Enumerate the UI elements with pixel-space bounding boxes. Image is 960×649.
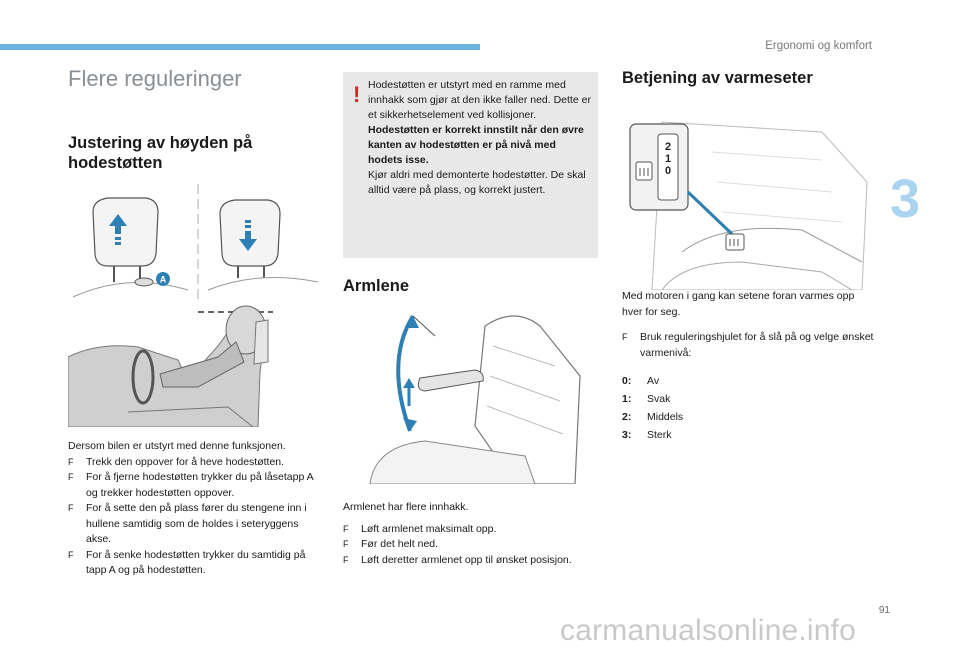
heated-seats-heading: Betjening av varmeseter xyxy=(622,69,813,87)
top-accent-bar xyxy=(0,44,480,50)
heat-level-1: 1: Svak xyxy=(622,393,671,405)
list-item: F For å sette den på plass fører du stengene inn i hullene samtidig som de holdes i seteryggens akse. xyxy=(68,502,307,545)
list-item: F Bruk reguleringshjulet for å slå på og velge ønsket varmenivå: xyxy=(622,331,874,359)
warning-bold-text: Hodestøtten er korrekt innstilt når den øvre kanten av hodestøtten er på nivå med hodets isse. xyxy=(368,124,584,166)
list-item: F Løft deretter armlenet opp til ønsket posisjon. xyxy=(343,553,572,566)
dial-value-1: 1 xyxy=(664,153,672,165)
dial-value-2: 2 xyxy=(664,141,672,153)
heated-seats-text xyxy=(622,289,877,361)
armrest-illustration xyxy=(365,306,585,484)
watermark: carmanualsonline.info xyxy=(560,614,857,647)
dial-value-0: 0 xyxy=(664,165,672,177)
heat-level-2: 2: Middels xyxy=(622,411,684,423)
list-item: F For å fjerne hodestøtten trykker du på låsetapp A og trekker hodestøtten oppover. xyxy=(68,471,314,499)
armrest-heading: Armlene xyxy=(343,277,410,295)
list-item: F Løft armlenet maksimalt opp. xyxy=(343,522,497,535)
headrest-heading-line1: Justering av høyden på xyxy=(68,134,253,152)
section-header: Ergonomi og komfort xyxy=(765,40,872,52)
warning-text: Hodestøtten er utstyrt med en ramme med innhakk som gjør at den ikke faller ned. Dette er et sikkerhetselement ved kollisjoner. Hodestøtten er korrekt innstilt når den øvre kanten av hodestøtten er på nivå med hodets isse. Kjør aldri med demonterte hodestøtter. De skal alltid være på plass, og korrekt justert. xyxy=(368,79,591,196)
armrest-intro: Armlenet har flere innhakk. xyxy=(343,501,469,513)
list-item: F Før det helt ned. xyxy=(343,538,439,550)
headrest-text xyxy=(68,439,326,579)
label-a: A xyxy=(159,274,167,285)
warning-icon: ! xyxy=(353,82,361,107)
chapter-number: 3 xyxy=(890,169,921,229)
heated-seat-illustration xyxy=(622,112,882,290)
heat-level-3: 3: Sterk xyxy=(622,429,672,441)
page-title: Flere reguleringer xyxy=(68,66,242,91)
headrest-illustration xyxy=(68,182,326,427)
headrest-intro: Dersom bilen er utstyrt med denne funksjonen. xyxy=(68,440,286,452)
heat-level-0: 0: Av xyxy=(622,375,660,387)
warning-box xyxy=(343,72,598,258)
list-item: F Trekk den oppover for å heve hodestøtten. xyxy=(68,455,285,468)
page-number: 91 xyxy=(878,605,890,616)
heated-intro: Med motoren i gang kan setene foran varmes opp hver for seg. xyxy=(622,290,855,318)
armrest-text xyxy=(343,500,598,568)
headrest-heading-line2: hodestøtten xyxy=(68,154,163,172)
headrest-heading xyxy=(68,133,308,173)
list-item: F For å senke hodestøtten trykker du samtidig på tapp A og på hodestøtten. xyxy=(68,548,306,576)
